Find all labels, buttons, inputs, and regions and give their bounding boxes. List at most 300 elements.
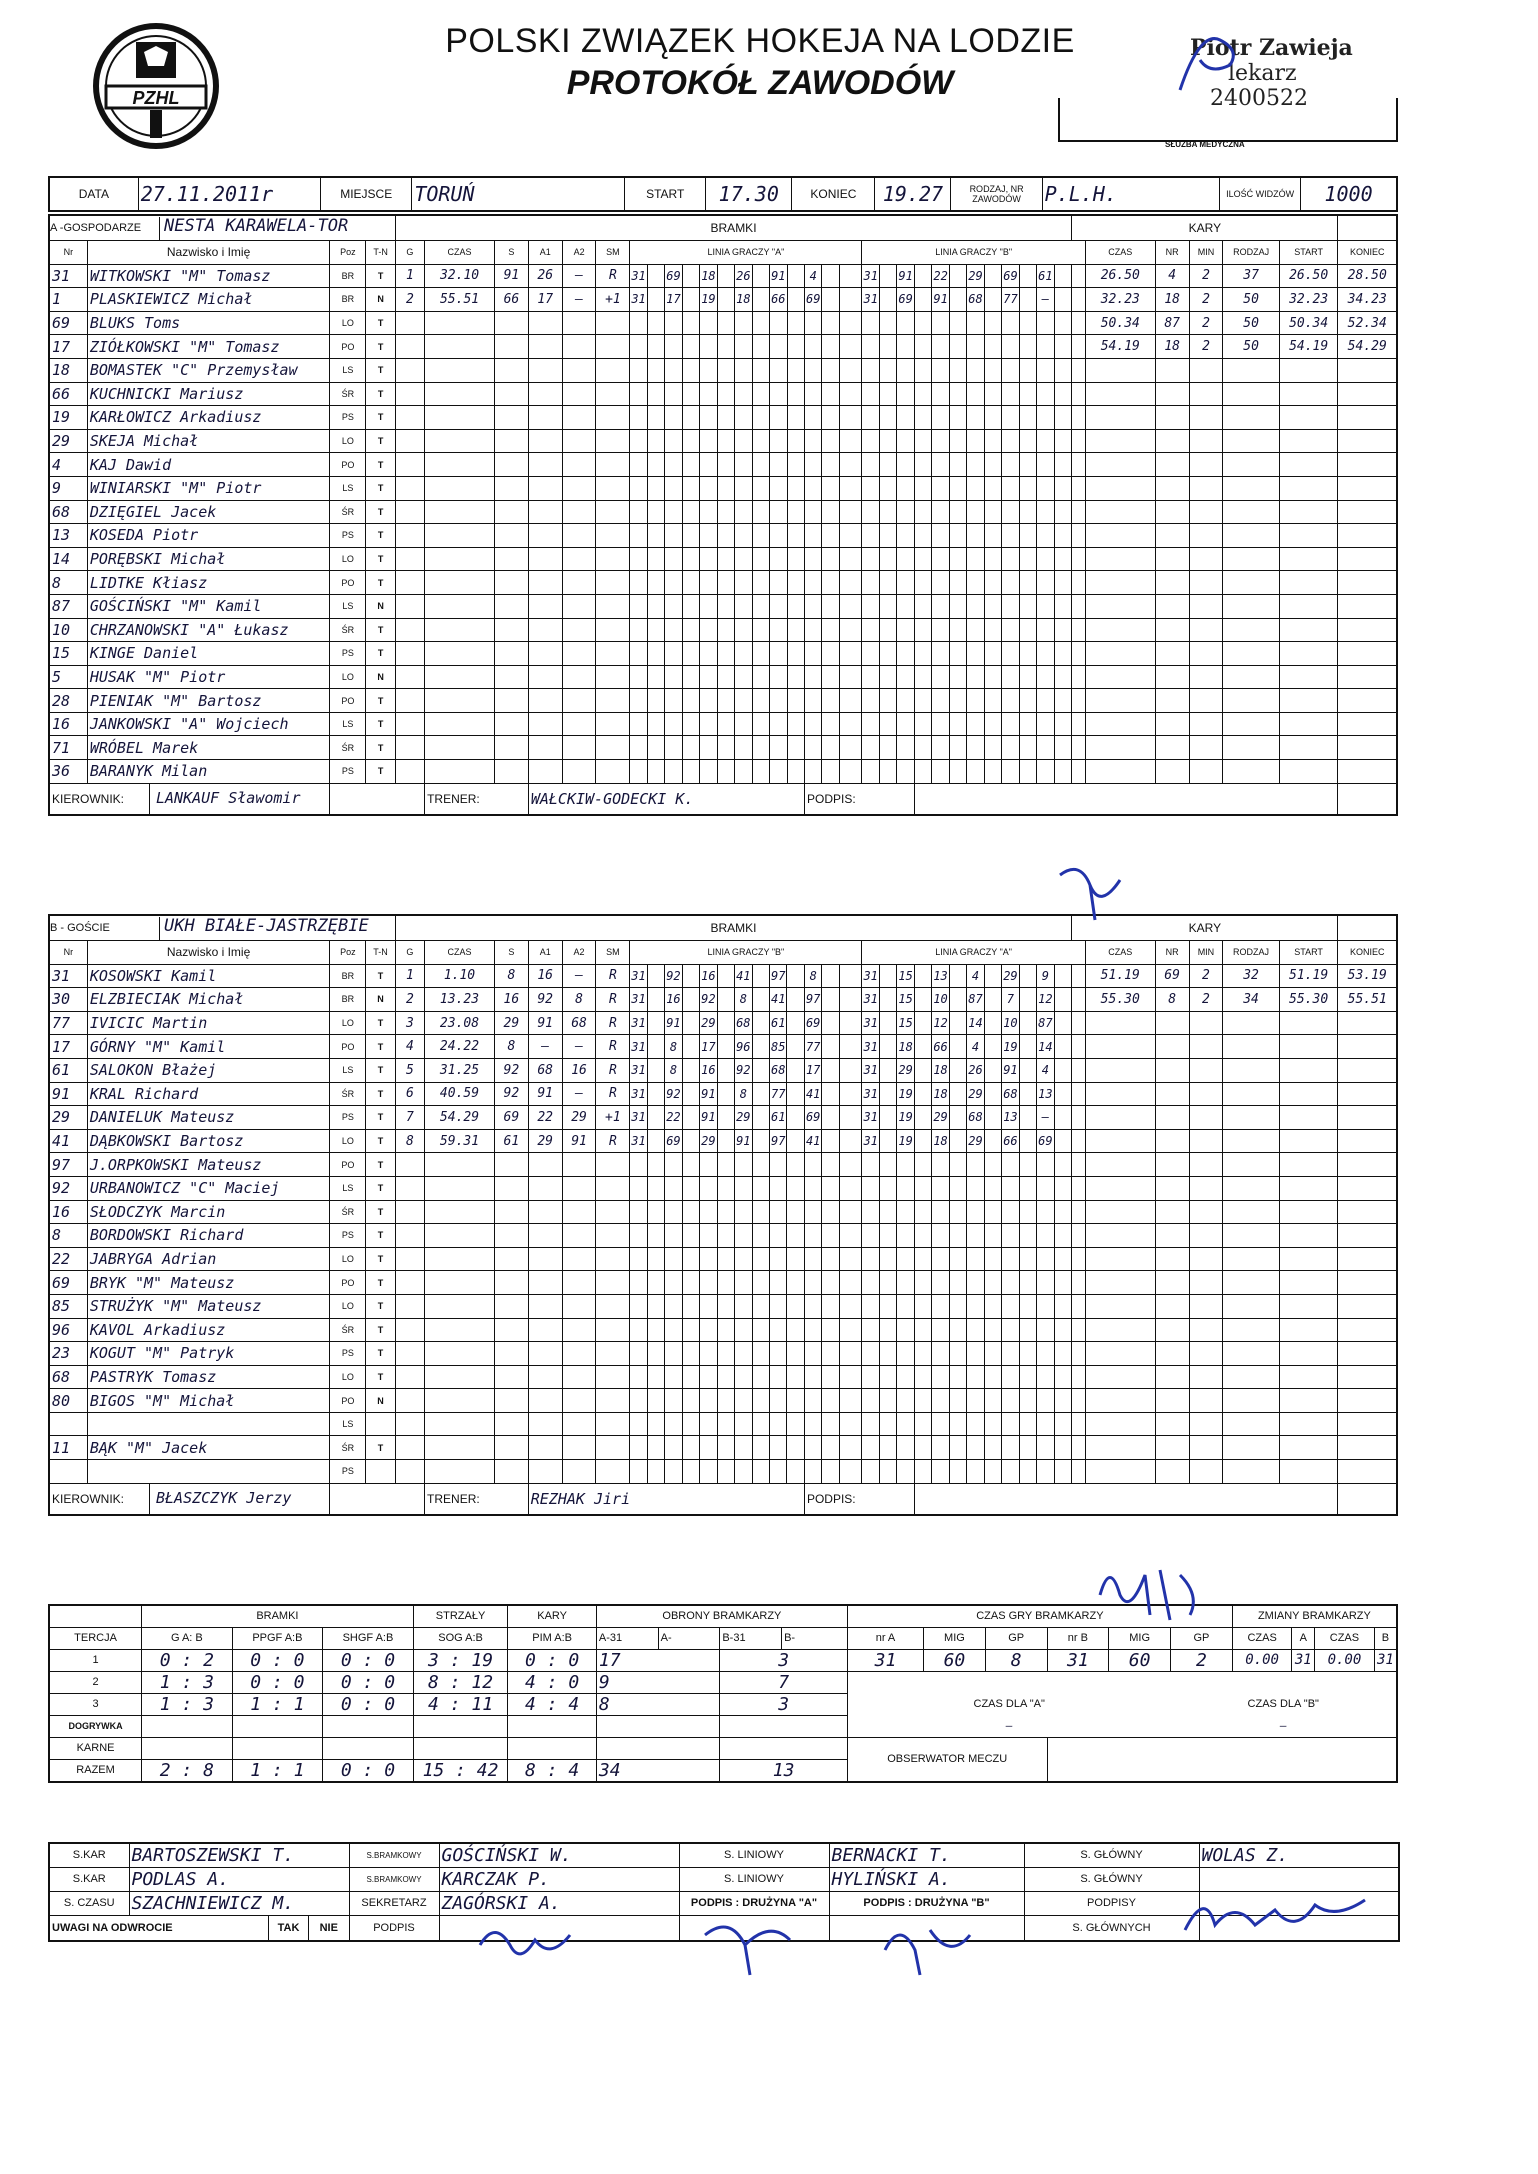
line-first-cell[interactable] [822,1389,839,1413]
line-first-cell[interactable] [770,1247,787,1271]
line-first-cell[interactable] [630,665,647,689]
goal-s[interactable] [494,1342,528,1366]
gk-change-time-b[interactable]: 0.00 [1315,1649,1375,1671]
line-second-cell[interactable] [967,1342,984,1366]
line-first-cell[interactable] [630,689,647,713]
line-first-cell[interactable]: 18 [735,288,752,312]
line-first-cell[interactable] [770,476,787,500]
line-second-cell[interactable]: 19 [897,1129,914,1153]
line-second-cell[interactable] [1019,964,1036,988]
line-first-cell[interactable] [787,524,804,548]
line-second-cell[interactable] [1019,1082,1036,1106]
line-first-cell[interactable] [717,500,734,524]
penalty-start[interactable] [1279,1247,1338,1271]
line-second-cell[interactable] [914,712,931,736]
line-second-cell[interactable] [949,1224,966,1248]
line-second-cell[interactable] [879,500,896,524]
penalty-start[interactable] [1279,736,1338,760]
penalty-min[interactable] [1189,712,1223,736]
line-first-cell[interactable] [822,1035,839,1059]
line-first-cell[interactable] [682,571,699,595]
goal-a1[interactable] [528,1153,562,1177]
line-second-cell[interactable] [1054,1389,1072,1413]
line-first-cell[interactable]: 17 [665,288,682,312]
goal-czas[interactable]: 24.22 [425,1035,495,1059]
penalty-min[interactable] [1189,642,1223,666]
line-first-cell[interactable] [752,406,769,430]
line-second-cell[interactable] [862,1200,879,1224]
line-first-cell[interactable] [735,1365,752,1389]
player-nr[interactable]: 80 [49,1389,87,1413]
line-first-cell[interactable] [665,358,682,382]
line-second-cell[interactable] [984,453,1001,477]
line-second-cell[interactable] [914,618,931,642]
line-first-cell[interactable] [717,736,734,760]
line-second-cell[interactable]: 66 [932,1035,949,1059]
player-tn[interactable]: T [366,1247,395,1271]
penalty-koniec[interactable] [1338,1082,1397,1106]
goal-czas[interactable] [425,689,495,713]
goal-s[interactable] [494,1294,528,1318]
line-second-cell[interactable]: 68 [967,288,984,312]
line-first-cell[interactable] [700,760,717,784]
date-value[interactable]: 27.11.2011r [138,177,320,211]
line-second-cell[interactable] [984,429,1001,453]
line-second-cell[interactable] [949,1058,966,1082]
p3-sh[interactable]: 0 : 0 [323,1693,414,1715]
line-second-cell[interactable] [1019,642,1036,666]
line-first-cell[interactable] [787,760,804,784]
player-nr[interactable]: 23 [49,1342,87,1366]
penalty-start[interactable] [1279,1035,1338,1059]
line-first-cell[interactable] [752,1247,769,1271]
line-first-cell[interactable] [717,382,734,406]
line-second-cell[interactable] [1037,524,1054,548]
player-tn[interactable]: T [366,524,395,548]
line-first-cell[interactable] [752,547,769,571]
goal-czas[interactable] [425,547,495,571]
line-first-cell[interactable]: 19 [700,288,717,312]
goal-g[interactable] [395,665,424,689]
line-first-cell[interactable] [700,1176,717,1200]
line-second-cell[interactable] [879,1224,896,1248]
spectators-value[interactable]: 1000 [1301,177,1397,211]
line-first-cell[interactable]: 31 [630,988,647,1012]
line-second-cell[interactable] [914,1082,931,1106]
line-second-cell[interactable] [897,1200,914,1224]
line-second-cell[interactable] [949,594,966,618]
line-second-cell[interactable] [984,642,1001,666]
line-second-cell[interactable] [984,1176,1001,1200]
line-first-cell[interactable] [665,618,682,642]
line-first-cell[interactable] [647,642,664,666]
line-first-cell[interactable] [665,524,682,548]
line-first-cell[interactable] [787,335,804,359]
goal-g[interactable] [395,712,424,736]
goal-a1[interactable] [528,500,562,524]
goal-czas[interactable] [425,594,495,618]
line-first-cell[interactable] [804,1318,821,1342]
line-second-cell[interactable] [914,736,931,760]
goal-a2[interactable]: — [562,288,596,312]
line-first-cell[interactable] [647,382,664,406]
line-second-cell[interactable] [949,288,966,312]
line-first-cell[interactable] [752,964,769,988]
line-second-cell[interactable]: 12 [1037,988,1054,1012]
line-first-cell[interactable] [787,453,804,477]
line-first-cell[interactable] [682,264,699,288]
goal-s[interactable] [495,665,529,689]
player-nr[interactable]: 68 [49,500,87,524]
line-first-cell[interactable] [787,594,804,618]
penalty-czas[interactable] [1085,358,1155,382]
penalty-nr[interactable] [1155,1294,1189,1318]
player-tn[interactable]: T [366,689,395,713]
player-name[interactable]: HUSAK "M" Piotr [87,665,329,689]
penalty-start[interactable] [1279,1106,1338,1130]
player-nr[interactable]: 71 [49,736,87,760]
penalty-start[interactable] [1279,594,1338,618]
goal-g[interactable] [395,571,424,595]
player-nr[interactable]: 28 [49,689,87,713]
penalty-min[interactable] [1189,1200,1223,1224]
line-first-cell[interactable] [665,1153,682,1177]
goal-s[interactable] [495,712,529,736]
line-first-cell[interactable] [665,500,682,524]
goal-a2[interactable] [562,1318,596,1342]
teamB-coach[interactable]: REZHAK Jiri [528,1483,804,1515]
line-first-cell[interactable] [630,358,647,382]
goal-a1[interactable]: — [528,1035,562,1059]
line-first-cell[interactable] [717,1106,734,1130]
line-second-cell[interactable] [1037,665,1054,689]
player-nr[interactable]: 17 [49,335,87,359]
line-first-cell[interactable] [822,1271,839,1295]
line-second-cell[interactable] [1037,1460,1054,1484]
penalty-koniec[interactable] [1338,1436,1397,1460]
line-first-cell[interactable] [630,571,647,595]
penalty-czas[interactable] [1085,1365,1155,1389]
penalty-start[interactable] [1279,453,1338,477]
player-name[interactable]: DANIELUK Mateusz [87,1106,329,1130]
line-first-cell[interactable] [647,1082,664,1106]
line-first-cell[interactable] [752,1058,769,1082]
penalty-min[interactable] [1189,500,1223,524]
line-second-cell[interactable] [879,1035,896,1059]
line-second-cell[interactable] [914,1224,931,1248]
line-second-cell[interactable] [897,406,914,430]
goal-a1[interactable] [528,406,562,430]
line-second-cell[interactable] [862,665,879,689]
line-second-cell[interactable] [879,988,896,1012]
total-pim[interactable]: 8 : 4 [508,1759,596,1782]
line-first-cell[interactable] [752,335,769,359]
line-first-cell[interactable] [682,1294,699,1318]
line-second-cell[interactable] [1054,1176,1072,1200]
line-first-cell[interactable] [630,476,647,500]
line-second-cell[interactable]: 91 [1002,1058,1019,1082]
goal-g[interactable] [395,429,424,453]
penalty-nr[interactable]: 8 [1155,988,1189,1012]
penalty-koniec[interactable] [1338,1011,1397,1035]
goal-g[interactable]: 3 [395,1011,424,1035]
goal-s[interactable] [495,689,529,713]
line-first-cell[interactable] [770,1153,787,1177]
start-value[interactable]: 17.30 [706,177,792,211]
player-name[interactable]: KOSEDA Piotr [87,524,329,548]
penalty-nr[interactable] [1155,1129,1189,1153]
goal-s[interactable] [494,1460,528,1484]
line-first-cell[interactable] [682,1129,699,1153]
line-second-cell[interactable] [914,964,931,988]
line-first-cell[interactable] [770,665,787,689]
goal-czas[interactable] [425,453,495,477]
penalty-rodzaj[interactable] [1223,1106,1279,1130]
player-name[interactable]: BLUKS Toms [87,311,329,335]
penalty-czas[interactable] [1085,1082,1155,1106]
line-second-cell[interactable] [984,1412,1001,1436]
penalty-rodzaj[interactable] [1223,1271,1279,1295]
penalty-koniec[interactable] [1338,642,1397,666]
line-second-cell[interactable] [1019,288,1036,312]
line-second-cell[interactable] [1002,1176,1019,1200]
penalty-koniec[interactable] [1338,1058,1397,1082]
line-second-cell[interactable] [914,689,931,713]
line-second-cell[interactable] [984,358,1001,382]
line-first-cell[interactable] [822,311,839,335]
line-first-cell[interactable] [682,476,699,500]
goal-a1[interactable]: 16 [528,964,562,988]
line-first-cell[interactable] [682,1153,699,1177]
goal-czas[interactable] [425,736,495,760]
line-first-cell[interactable] [630,1460,647,1484]
line-first-cell[interactable]: 92 [700,988,717,1012]
goal-s[interactable] [495,736,529,760]
line-second-cell[interactable] [949,1294,966,1318]
line-second-cell[interactable] [967,760,984,784]
penalty-start[interactable]: 50.34 [1279,311,1338,335]
line-second-cell[interactable] [984,311,1001,335]
line-second-cell[interactable] [984,712,1001,736]
line-second-cell[interactable] [1037,571,1054,595]
goal-a1[interactable]: 22 [528,1106,562,1130]
line-first-cell[interactable] [665,1200,682,1224]
line-first-cell[interactable] [682,594,699,618]
goal-a1[interactable] [528,1342,562,1366]
penalty-koniec[interactable] [1338,406,1397,430]
line-second-cell[interactable] [1037,594,1054,618]
line-first-cell[interactable]: 69 [665,264,682,288]
line-first-cell[interactable] [647,476,664,500]
player-nr[interactable]: 85 [49,1294,87,1318]
line-second-cell[interactable] [879,1342,896,1366]
line-second-cell[interactable]: 29 [932,1106,949,1130]
line-first-cell[interactable] [682,429,699,453]
line-second-cell[interactable] [984,1153,1001,1177]
line-first-cell[interactable] [752,618,769,642]
line-first-cell[interactable] [822,335,839,359]
line-second-cell[interactable] [984,1365,1001,1389]
line-first-cell[interactable] [787,311,804,335]
line-first-cell[interactable]: 92 [735,1058,752,1082]
line-first-cell[interactable] [787,1129,804,1153]
player-tn[interactable]: T [366,964,395,988]
penalty-min[interactable] [1189,736,1223,760]
line-second-cell[interactable] [932,358,949,382]
line-second-cell[interactable] [967,500,984,524]
penalty-czas[interactable] [1085,1436,1155,1460]
player-tn[interactable]: N [366,665,395,689]
player-name[interactable]: GÓRNY "M" Kamil [87,1035,329,1059]
penalty-min[interactable]: 2 [1189,988,1223,1012]
line-first-cell[interactable] [822,1318,839,1342]
goal-a1[interactable] [528,689,562,713]
line-first-cell[interactable] [630,311,647,335]
goal-a2[interactable] [562,547,596,571]
player-nr[interactable]: 41 [49,1129,87,1153]
line-second-cell[interactable] [914,571,931,595]
goal-sm[interactable] [596,594,630,618]
line-second-cell[interactable] [1037,1436,1054,1460]
player-tn[interactable] [366,1460,395,1484]
line-second-cell[interactable] [1054,1412,1072,1436]
goal-czas[interactable]: 32.10 [425,264,495,288]
line-second-cell[interactable] [914,1058,931,1082]
line-first-cell[interactable] [700,1294,717,1318]
line-second-cell[interactable] [1054,594,1072,618]
line-second-cell[interactable] [897,736,914,760]
penalty-rodzaj[interactable] [1223,1224,1279,1248]
ot-sh[interactable] [323,1715,414,1737]
goal-czas[interactable] [425,500,495,524]
line-second-cell[interactable] [897,358,914,382]
line-second-cell[interactable] [1002,476,1019,500]
player-nr[interactable]: 16 [49,1200,87,1224]
goal-sm[interactable] [596,1176,630,1200]
line-first-cell[interactable] [665,760,682,784]
line-first-cell[interactable] [700,1318,717,1342]
player-nr[interactable]: 15 [49,642,87,666]
line-first-cell[interactable] [804,1153,821,1177]
line-second-cell[interactable]: 26 [967,1058,984,1082]
penalty-start[interactable] [1279,1271,1338,1295]
line-second-cell[interactable] [1019,760,1036,784]
line-first-cell[interactable] [682,665,699,689]
line-first-cell[interactable] [735,571,752,595]
penalty-nr[interactable] [1155,1389,1189,1413]
player-name[interactable]: BRYK "M" Mateusz [87,1271,329,1295]
player-tn[interactable]: T [366,1342,395,1366]
line-second-cell[interactable] [1054,1436,1072,1460]
goal-sm[interactable] [596,358,630,382]
penalty-rodzaj[interactable] [1223,760,1279,784]
line-second-cell[interactable] [1054,1247,1072,1271]
line-second-cell[interactable] [879,1365,896,1389]
line-second-cell[interactable] [1037,1200,1054,1224]
goal-g[interactable]: 2 [395,988,424,1012]
line-first-cell[interactable]: 61 [770,1011,787,1035]
line-second-cell[interactable] [984,264,1001,288]
line-second-cell[interactable] [1002,1318,1019,1342]
line-second-cell[interactable] [932,1460,949,1484]
line-first-cell[interactable] [700,689,717,713]
goal-s[interactable] [495,453,529,477]
penalty-min[interactable] [1189,760,1223,784]
line-first-cell[interactable] [647,406,664,430]
line-first-cell[interactable] [752,1460,769,1484]
line-first-cell[interactable] [700,335,717,359]
line-second-cell[interactable] [949,689,966,713]
penalty-nr[interactable] [1155,689,1189,713]
line-second-cell[interactable] [967,665,984,689]
goal-a2[interactable] [562,1247,596,1271]
penalty-koniec[interactable] [1338,1271,1397,1295]
line-second-cell[interactable] [932,1271,949,1295]
line-second-cell[interactable] [1019,618,1036,642]
player-nr[interactable]: 66 [49,382,87,406]
player-name[interactable]: DĄBKOWSKI Bartosz [87,1129,329,1153]
player-tn[interactable]: T [366,429,395,453]
line-first-cell[interactable] [822,689,839,713]
goal-g[interactable]: 4 [395,1035,424,1059]
line-second-cell[interactable]: 12 [932,1011,949,1035]
line-first-cell[interactable]: 96 [735,1035,752,1059]
goal-s[interactable]: 8 [494,964,528,988]
line-second-cell[interactable] [932,618,949,642]
line-first-cell[interactable] [717,712,734,736]
line-first-cell[interactable]: 22 [665,1106,682,1130]
line-first-cell[interactable] [717,571,734,595]
player-tn[interactable] [366,1412,395,1436]
line-second-cell[interactable] [984,988,1001,1012]
line-second-cell[interactable] [914,453,931,477]
player-name[interactable]: BIGOS "M" Michał [87,1389,329,1413]
line-second-cell[interactable] [1019,1247,1036,1271]
line-first-cell[interactable] [787,571,804,595]
goal-g[interactable] [395,736,424,760]
p3-saves-a[interactable]: 8 [596,1693,719,1715]
penalty-koniec[interactable] [1338,760,1397,784]
line-second-cell[interactable] [914,1365,931,1389]
player-name[interactable]: J.ORPKOWSKI Mateusz [87,1153,329,1177]
line-first-cell[interactable] [682,500,699,524]
line-first-cell[interactable] [735,476,752,500]
line-second-cell[interactable] [949,1176,966,1200]
line-second-cell[interactable] [1002,547,1019,571]
penalty-czas[interactable] [1085,642,1155,666]
line-first-cell[interactable] [752,1082,769,1106]
goal-czas[interactable] [425,1460,495,1484]
player-nr[interactable] [49,1412,87,1436]
goal-a1[interactable] [528,453,562,477]
line-second-cell[interactable] [1002,736,1019,760]
player-nr[interactable]: 29 [49,429,87,453]
line-second-cell[interactable] [914,760,931,784]
line-second-cell[interactable] [1054,712,1072,736]
goal-g[interactable]: 8 [395,1129,424,1153]
line-second-cell[interactable] [949,1318,966,1342]
line-first-cell[interactable] [682,1271,699,1295]
line-first-cell[interactable] [717,1247,734,1271]
penalty-judge-2[interactable]: PODLAS A. [129,1867,349,1891]
line-first-cell[interactable] [700,524,717,548]
penalty-rodzaj[interactable] [1223,1342,1279,1366]
line-second-cell[interactable] [967,1389,984,1413]
penalty-rodzaj[interactable] [1223,476,1279,500]
line-first-cell[interactable] [647,1436,664,1460]
line-first-cell[interactable]: 41 [804,1129,821,1153]
remarks-no[interactable]: NIE [319,1921,338,1934]
